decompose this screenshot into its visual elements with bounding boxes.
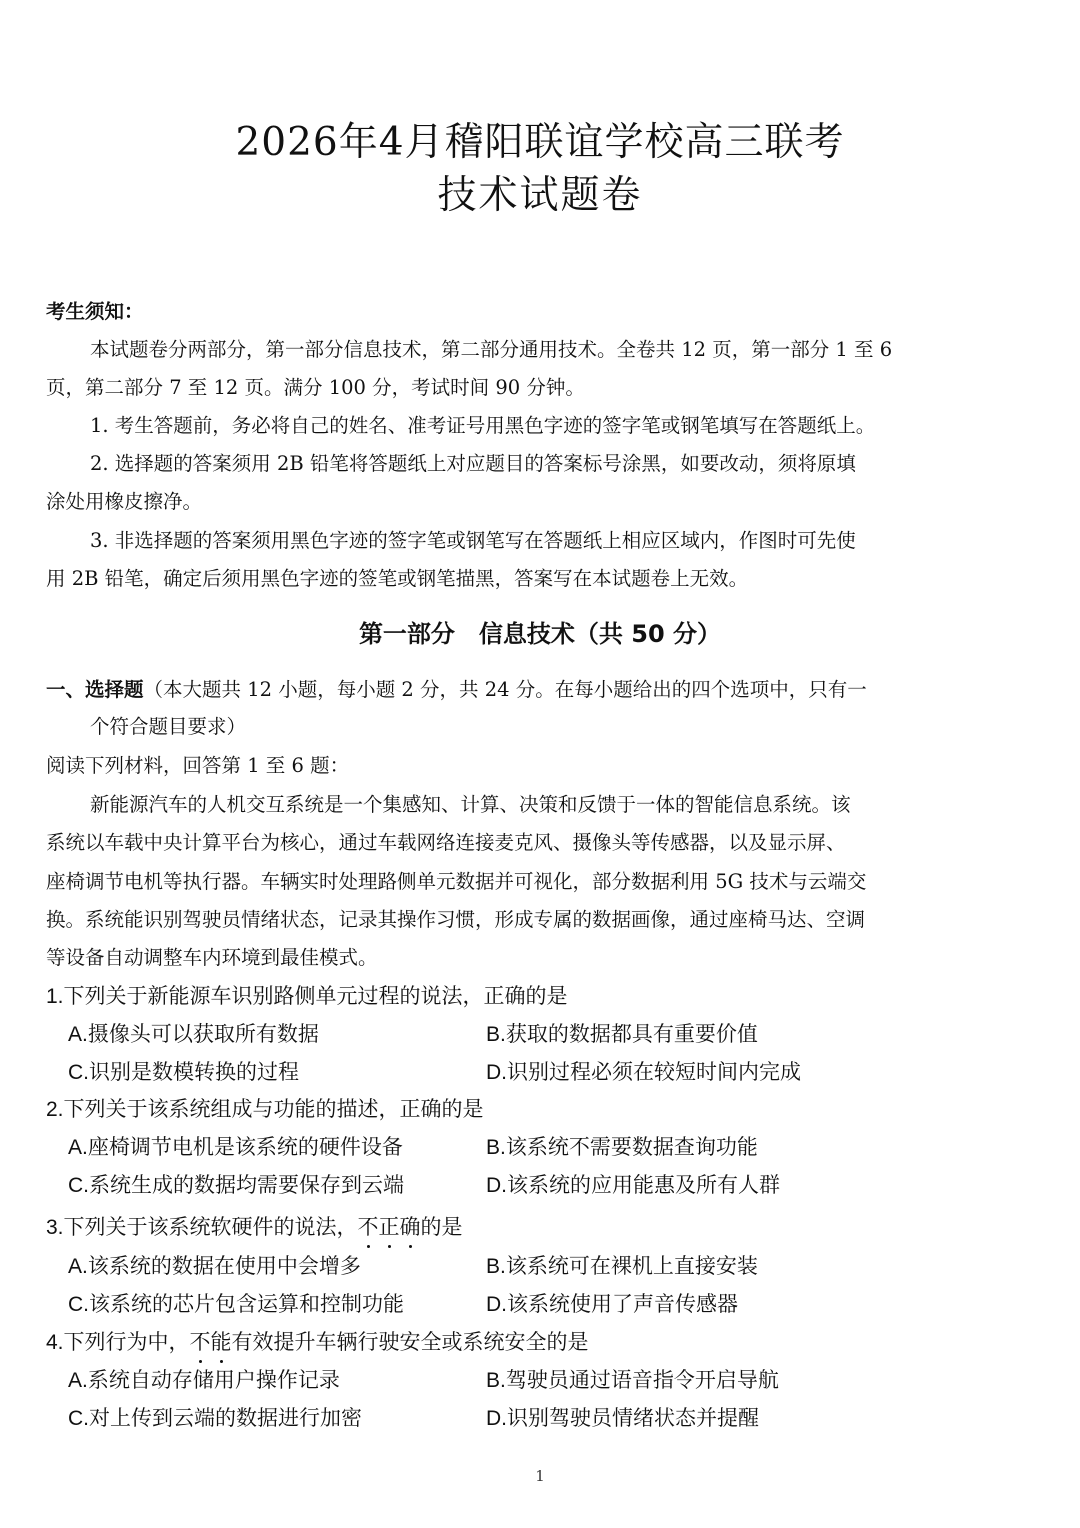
question-4-stem <box>46 1329 589 1357</box>
question-4-option-d: D.识别驾驶员情绪状态并提醒 <box>486 1407 759 1430</box>
notice-item-3-line1: 3. 非选择题的答案须用黑色字迹的签字笔或钢笔写在答题纸上相应区域内，作图时可先使 <box>90 529 856 552</box>
notice-heading: 考生须知： <box>46 300 144 323</box>
question-3-stem <box>46 1214 463 1242</box>
reading-prompt: 阅读下列材料，回答第 1 至 6 题： <box>46 754 350 777</box>
emphasis-char: 能 <box>211 1329 232 1357</box>
page-number: 1 <box>535 1467 545 1485</box>
section-header <box>46 677 1036 703</box>
material-line-4: 换。系统能识别驾驶员情绪状态，记录其操作习惯，形成专属的数据画像，通过座椅马达、空调 <box>46 908 866 931</box>
emphasis-char: 正 <box>379 1214 400 1242</box>
emphasis-char: 不 <box>190 1329 211 1357</box>
notice-item-2-line1: 2. 选择题的答案须用 2B 铅笔将答题纸上对应题目的答案标号涂黑，如要改动，须将原填 <box>90 452 856 475</box>
part1-title: 第一部分 信息技术（共 50 分） <box>358 620 722 648</box>
notice-intro-line1: 本试题卷分两部分，第一部分信息技术，第二部分通用技术。全卷共 12 页，第一部分 1 至 6 <box>90 338 893 361</box>
question-4-stem-before: 4.下列行为中， <box>46 1331 190 1354</box>
section-desc-line1: （本大题共 12 小题，每小题 2 分，共 24 分。在每小题给出的四个选项中，只有一 <box>143 678 867 701</box>
exam-title: 2026年4月稽阳联谊学校高三联考 <box>235 120 845 165</box>
notice-item-3-line2: 用 2B 铅笔，确定后须用黑色字迹的签笔或钢笔描黑，答案写在本试题卷上无效。 <box>46 567 749 590</box>
question-3-stem-after: 的是 <box>420 1216 463 1239</box>
material-line-5: 等设备自动调整车内环境到最佳模式。 <box>46 946 378 969</box>
emphasis-char: 不 <box>358 1214 379 1242</box>
question-4-option-c: C.对上传到云端的数据进行加密 <box>68 1407 362 1430</box>
emphasis-char: 确 <box>400 1214 421 1242</box>
notice-intro-line2: 页，第二部分 7 至 12 页。满分 100 分，考试时间 90 分钟。 <box>46 376 585 399</box>
question-2-option-c: C.系统生成的数据均需要保存到云端 <box>68 1174 404 1197</box>
material-line-3: 座椅调节电机等执行器。车辆实时处理路侧单元数据并可视化，部分数据利用 5G 技术与云端交 <box>46 870 867 893</box>
material-line-1: 新能源汽车的人机交互系统是一个集感知、计算、决策和反馈于一体的智能信息系统。该 <box>90 793 851 816</box>
question-2-stem: 2.下列关于该系统组成与功能的描述，正确的是 <box>46 1098 484 1121</box>
question-4-option-b: B.驾驶员通过语音指令开启导航 <box>486 1369 779 1392</box>
question-1-option-c: C.识别是数模转换的过程 <box>68 1061 299 1084</box>
question-2-option-d: D.该系统的应用能惠及所有人群 <box>486 1174 780 1197</box>
exam-subtitle: 技术试题卷 <box>437 173 643 218</box>
question-3-option-c: C.该系统的芯片包含运算和控制功能 <box>68 1293 404 1316</box>
question-1-option-d: D.识别过程必须在较短时间内完成 <box>486 1061 801 1084</box>
question-1-stem: 1.下列关于新能源车识别路侧单元过程的说法，正确的是 <box>46 985 568 1008</box>
question-3-option-a: A.该系统的数据在使用中会增多 <box>68 1255 361 1278</box>
question-1-option-b: B.获取的数据都具有重要价值 <box>486 1023 758 1046</box>
question-4-stem-after: 有效提升车辆行驶安全或系统安全的是 <box>231 1331 589 1354</box>
question-3-option-b: B.该系统可在裸机上直接安装 <box>486 1255 758 1278</box>
question-2-option-b: B.该系统不需要数据查询功能 <box>486 1136 758 1159</box>
question-3-option-d: D.该系统使用了声音传感器 <box>486 1293 738 1316</box>
notice-item-1: 1. 考生答题前，务必将自己的姓名、准考证号用黑色字迹的签字笔或钢笔填写在答题纸上。 <box>90 414 876 437</box>
notice-item-2-line2: 涂处用橡皮擦净。 <box>46 490 203 513</box>
question-4-option-a: A.系统自动存储用户操作记录 <box>68 1369 340 1392</box>
section-label: 一、选择题 <box>46 678 144 701</box>
material-line-2: 系统以车载中央计算平台为核心，通过车载网络连接麦克风、摄像头等传感器，以及显示屏、 <box>46 831 846 854</box>
question-1-option-a: A.摄像头可以获取所有数据 <box>68 1023 319 1046</box>
question-2-option-a: A.座椅调节电机是该系统的硬件设备 <box>68 1136 403 1159</box>
question-3-stem-before: 3.下列关于该系统软硬件的说法， <box>46 1216 358 1239</box>
section-desc-line2: 个符合题目要求） <box>90 715 247 738</box>
